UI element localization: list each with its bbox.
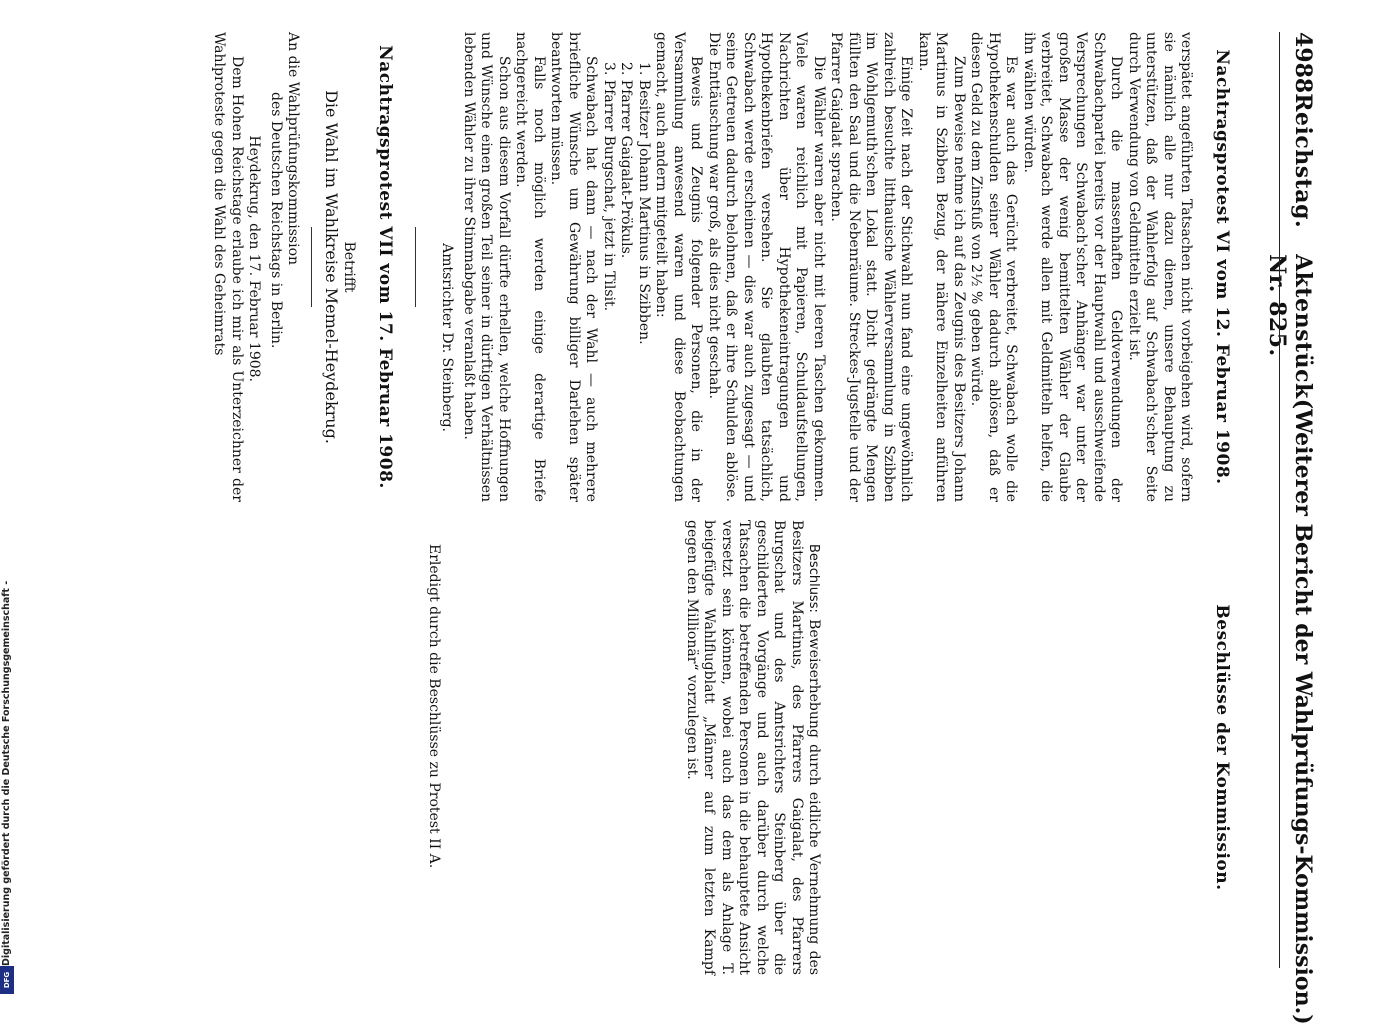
digitization-credit bbox=[0, 580, 14, 996]
header-running-title bbox=[1264, 93, 1316, 399]
list-item: 3. Pfarrer Burgschat, jetzt in Tilsit. bbox=[601, 62, 617, 312]
dfg-logo-text: DFG bbox=[3, 971, 11, 989]
header-title: (Weiterer Bericht der Wahlprüfungs-Kommission.) bbox=[1290, 398, 1316, 1025]
page-header bbox=[1264, 32, 1316, 1025]
witness-list bbox=[600, 32, 653, 502]
paragraph: Dem Hohen Reichstage erlaube ich mir als Unterzeichner der Wahlproteste gegen die Wahl des Geheimrats bbox=[211, 32, 245, 502]
page-number: 4988 bbox=[1290, 32, 1316, 94]
beschluss-text: Beweiserhebung durch eidliche Vernehmung des Besitzers Martinus, des Pfarrers Gaigalat, des Pfarrers Burgschat und des Amtsrichters Steinberg über die geschilderten Vorgänge und auch darüber durch welche Tatsachen die betreffenden Personen in die behauptete Ansicht versetzt sein können, wobei auch das dem als Anlage T. beigefügte Wahlflugblatt „Männer auf zum letzten Kampf gegen den Millionär“ vorzulegen ist. bbox=[684, 520, 823, 975]
paragraph: Schwabach hat dann — nach der Wahl — auch mehrere briefliche Wünsche um Gewährung billiger Darlehen später beantworten müssen. bbox=[548, 32, 600, 502]
spacer bbox=[823, 520, 1195, 975]
paragraph: Zum Beweise nehme ich auf das Zeugnis des Besitzers Johann Martinus in Szibben Bezug, der nähere Einzelheiten anführen kann. bbox=[916, 32, 967, 502]
section-divider bbox=[312, 227, 313, 307]
paragraph: Durch die massenhaften Geldverwendungen der Schwabachpartei bereits vor der Hauptwahl und ausschweifende Versprechungen Schwabach'scher Anhänger war unter der großen Masse der wenig bemittelten Wähler der Glaube verbreitet, Schwabach werde allen mit Geldmitteln helfen, die ihn wählen würden. bbox=[1021, 32, 1125, 502]
beschluss-label: Beschluss: bbox=[806, 544, 822, 613]
heading-protest-vii: Nachtragsprotest VII vom 17. Februar 1908. bbox=[375, 45, 395, 489]
erledigt-note: Erledigt durch die Beschlüsse zu Protest II A. bbox=[426, 544, 443, 869]
paragraph: Beweis und Zeugnis folgender Personen, die in der Versammlung anwesend waren und diese Beobachtungen gemacht, auch andern mitgeteilt haben: bbox=[653, 32, 705, 502]
paragraph: verspätet angeführten Tatsachen nicht vorbeigehen wird, sofern sie nämlich alle nur dazu dienen, unsere Behauptung zu unterstützen, daß der Wahlerfolg auf Schwabach'scher Seite durch Verwendung von Geldmitteln erzielt ist. bbox=[1126, 32, 1195, 502]
signature: Amtsrichter Dr. Steinberg. bbox=[439, 243, 456, 432]
paragraph: Schon aus diesem Vorfall dürfte erhellen, welche Hoffnungen und Wünsche einen großen Teil seiner in dürftigen Verhältnissen lebenden Wähler zu ihrer Stimmabgabe veranlaßt haben. bbox=[461, 32, 512, 502]
list-item: 2. Pfarrer Gaigalat-Prökuls. bbox=[618, 62, 635, 259]
section-divider bbox=[415, 227, 416, 307]
paragraph: Die Wähler waren aber nicht mit leeren Taschen gekommen. Viele waren reichlich mit Papieren, Schuldaufstellungen, Nachrichten über Hypothekeneintragungen und Hypothekenbriefen versehen. Sie glaubten tatsächlich, Schwabach werde erscheinen — dies war auch zugesagt — und seine Getreuen dadurch belohnen, daß er ihre Schulden ablöse. Die Enttäuschung war groß, als dies nicht geschah. bbox=[706, 32, 827, 502]
subject-line: Die Wahl im Wahlkreise Memel-Heydekrug. bbox=[322, 90, 341, 444]
left-column bbox=[210, 32, 1270, 502]
beschluss-paragraph bbox=[683, 520, 823, 975]
address-line: An die Wahlprüfungskommission bbox=[285, 32, 302, 266]
date-line: Heydekrug, den 17. Februar 1908. bbox=[246, 135, 263, 382]
betrifft-label: Betrifft bbox=[341, 241, 358, 293]
heading-protest-vi: Nachtragsprotest VI vom 12. Februar 1908. bbox=[1212, 49, 1232, 485]
header-publication: Reichstag. bbox=[1290, 93, 1316, 229]
paragraph: Es war auch das Gerücht verbreitet, Schwabach wolle die Hypothekenschulden seiner Wähler dadurch ablösen, daß er diesen Geld zu dem Zinsfuß von 2½ % geben würde. bbox=[968, 32, 1020, 502]
address-block bbox=[267, 32, 302, 502]
paragraph: Falls noch möglich werden einige derartige Briefe nachgereicht werden. bbox=[513, 32, 547, 502]
address-line: des Deutschen Reichstags in Berlin. bbox=[268, 92, 284, 349]
header-document: Aktenstück Nr. 825. bbox=[1264, 254, 1316, 399]
right-column bbox=[425, 520, 1270, 975]
dfg-logo bbox=[0, 966, 14, 994]
paragraph: Einige Zeit nach der Stichwahl nun fand eine ungewöhnlich zahlreich besuchte litthauische Wählerversammlung in Szibben im Wohlgemuth'schen Lokal statt. Dicht gedrängte Mengen füllten den Saal und die Nebenräume. Streckes-Jugstelle und der Pfarrer Gaigalat sprachen. bbox=[828, 32, 915, 502]
list-item: 1. Besitzer Johann Martinus in Szibben. bbox=[636, 62, 652, 345]
credit-text: Digitalisierung gefördert durch die Deutsche Forschungsgemeinschaft - bbox=[1, 580, 12, 966]
heading-commission-decisions: Beschlüsse der Kommission. bbox=[1212, 604, 1232, 891]
header-rule bbox=[1279, 32, 1280, 968]
